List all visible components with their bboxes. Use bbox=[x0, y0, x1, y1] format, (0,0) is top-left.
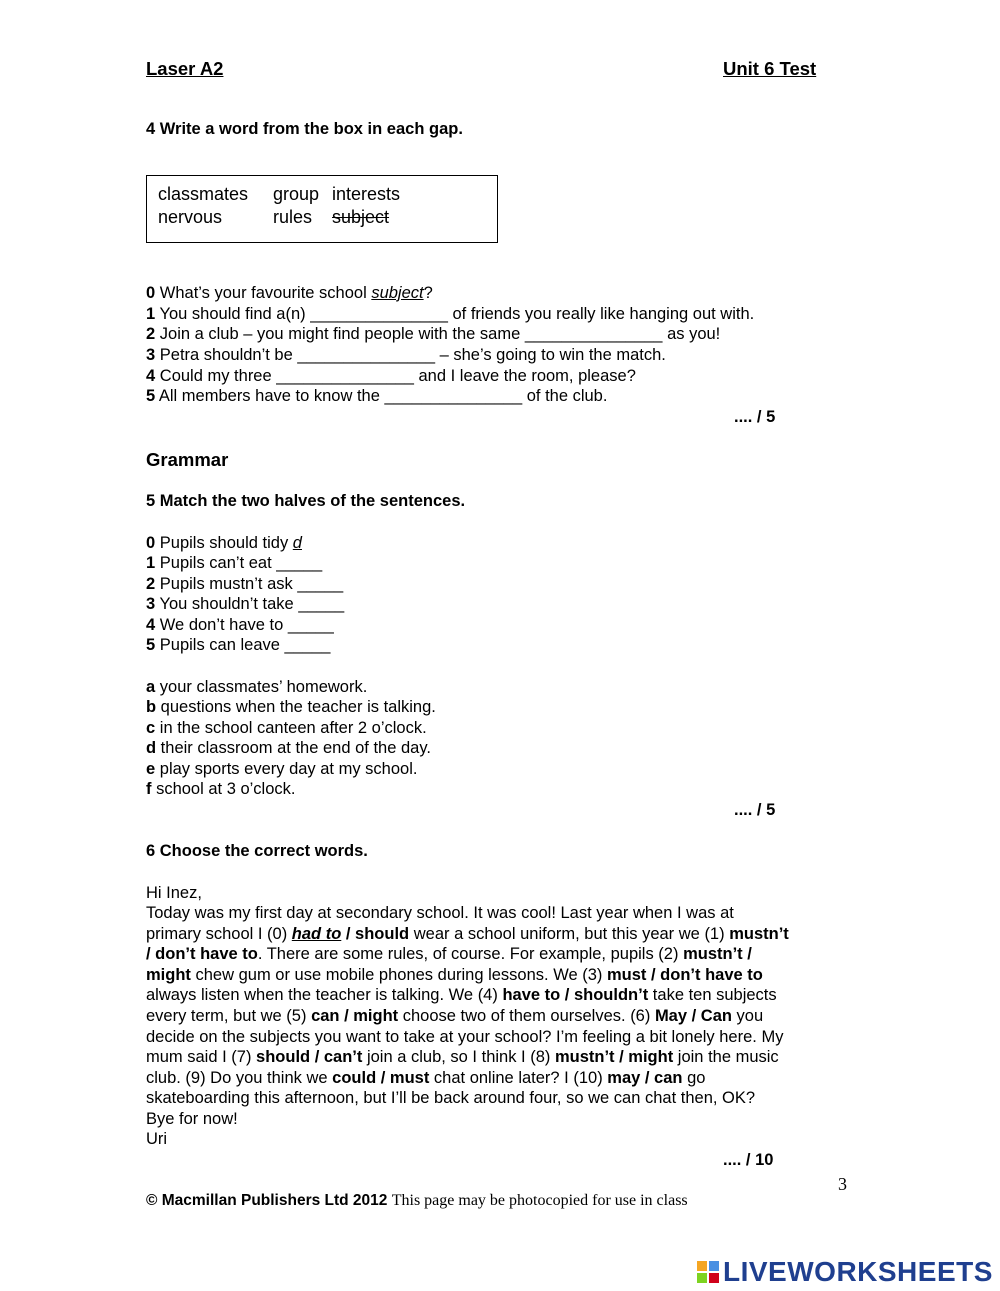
letter-signature: Uri bbox=[146, 1130, 168, 1148]
ending-letter: d bbox=[146, 739, 157, 757]
ex6-score: .... / 10 bbox=[723, 1151, 774, 1169]
ending-letter: b bbox=[146, 698, 157, 716]
letter-line-5 bbox=[146, 985, 777, 1005]
ex4-item-2 bbox=[146, 324, 720, 344]
stem-text: You shouldn’t take bbox=[159, 595, 299, 613]
ending-text: school at 3 o’clock. bbox=[151, 780, 296, 798]
gap-2[interactable]: _______________ bbox=[524, 325, 663, 343]
ex5-score: .... / 5 bbox=[734, 801, 776, 819]
ex6-instruction: 6 Choose the correct words. bbox=[146, 842, 368, 860]
choice-8[interactable]: mustn’t / might bbox=[554, 1048, 674, 1066]
letter-text: . There are some rules, of course. For example, pupils (2) bbox=[257, 945, 684, 963]
letter-text: you bbox=[731, 1007, 764, 1025]
letter-text: join the music bbox=[673, 1048, 779, 1066]
letter-line-3 bbox=[146, 944, 752, 964]
box-word-classmates: classmates bbox=[158, 184, 249, 204]
match-gap-3[interactable]: _____ bbox=[298, 595, 345, 613]
ex5-ending-c bbox=[146, 718, 427, 738]
item-number: 1 bbox=[146, 554, 156, 572]
ex4-item-1 bbox=[146, 304, 754, 324]
item-number: 1 bbox=[146, 305, 156, 323]
letter-line-11: Bye for now! bbox=[146, 1110, 238, 1128]
choice-1-option-b[interactable]: / don’t have to bbox=[146, 945, 258, 963]
stem-text: We don’t have to bbox=[159, 616, 288, 634]
letter-text: club. (9) Do you think we bbox=[146, 1069, 333, 1087]
item-number: 3 bbox=[146, 595, 156, 613]
choice-9[interactable]: could / must bbox=[332, 1069, 430, 1087]
choice-2-option-b[interactable]: might bbox=[146, 966, 191, 984]
word-box bbox=[146, 175, 498, 243]
photocopy-note: This page may be photocopied for use in class bbox=[391, 1192, 688, 1209]
letter-line-7: decide on the subjects you want to take at your school? I’m feeling a bit lonely here. My bbox=[146, 1028, 784, 1046]
ex4-item-4 bbox=[146, 366, 636, 386]
letter-line-10: skateboarding this afternoon, but I’ll be back around four, so we can chat then, OK? bbox=[146, 1089, 756, 1107]
box-word-interests: interests bbox=[332, 184, 401, 204]
choice-4[interactable]: have to / shouldn’t bbox=[502, 986, 649, 1004]
item-number: 5 bbox=[146, 387, 156, 405]
ex5-ending-b bbox=[146, 697, 436, 717]
box-word-nervous: nervous bbox=[158, 207, 223, 227]
stem-text: Pupils can’t eat bbox=[159, 554, 277, 572]
choice-7[interactable]: should / can’t bbox=[256, 1048, 363, 1066]
item-text: ? bbox=[423, 284, 433, 302]
ex4-item-0 bbox=[146, 283, 433, 303]
ending-text: their classroom at the end of the day. bbox=[156, 739, 431, 757]
ex4-score: .... / 5 bbox=[734, 408, 776, 426]
logo-text: LIVEWORKSHEETS bbox=[723, 1256, 993, 1287]
ex5-stem-5 bbox=[146, 635, 330, 655]
letter-line-4 bbox=[146, 965, 763, 985]
choice-10[interactable]: may / can bbox=[607, 1069, 683, 1087]
letter-text: mum said I (7) bbox=[146, 1048, 257, 1066]
match-gap-5[interactable]: _____ bbox=[284, 636, 331, 654]
letter-text: join a club, so I think I (8) bbox=[362, 1048, 555, 1066]
item-text: – she’s going to win the match. bbox=[435, 346, 666, 364]
choice-0-option[interactable]: / should bbox=[341, 925, 410, 943]
letter-text: wear a school uniform, but this year we (1) bbox=[409, 925, 730, 943]
letter-text: choose two of them ourselves. (6) bbox=[398, 1007, 655, 1025]
letter-line-1: Today was my first day at secondary school. It was cool! Last year when I was at bbox=[146, 904, 734, 922]
letter-line-6 bbox=[146, 1006, 763, 1026]
ending-text: play sports every day at my school. bbox=[155, 760, 418, 778]
item-text: and I leave the room, please? bbox=[413, 367, 636, 385]
ex5-ending-a bbox=[146, 677, 367, 697]
letter-text: go bbox=[682, 1069, 706, 1087]
stem-text: Pupils should tidy bbox=[159, 534, 293, 552]
ending-letter: c bbox=[146, 719, 156, 737]
ex5-stem-4 bbox=[146, 615, 334, 635]
ex5-stem-3 bbox=[146, 594, 344, 614]
letter-text: every term, but we (5) bbox=[146, 1007, 312, 1025]
ex4-item-5 bbox=[146, 386, 607, 406]
liveworksheets-logo[interactable] bbox=[697, 1256, 993, 1288]
gap-4[interactable]: _______________ bbox=[276, 367, 414, 385]
example-choice: had to bbox=[291, 925, 342, 943]
ex5-instruction: 5 Match the two halves of the sentences. bbox=[146, 492, 466, 510]
box-word-subject: subject bbox=[332, 207, 390, 227]
logo-blocks-icon bbox=[697, 1261, 719, 1283]
item-number: 4 bbox=[146, 616, 156, 634]
choice-6[interactable]: May / Can bbox=[654, 1007, 732, 1025]
letter-text: chew gum or use mobile phones during lessons. We (3) bbox=[190, 966, 607, 984]
ending-letter: f bbox=[146, 780, 152, 798]
item-number: 0 bbox=[146, 284, 156, 302]
choice-1-option-a[interactable]: mustn’t bbox=[729, 925, 789, 943]
choice-3[interactable]: must / don’t have to bbox=[607, 966, 763, 984]
ending-text: questions when the teacher is talking. bbox=[156, 698, 436, 716]
item-text: All members have to know the bbox=[158, 387, 385, 405]
header-right: Unit 6 Test bbox=[723, 58, 817, 79]
letter-text: take ten subjects bbox=[648, 986, 777, 1004]
ex4-instruction: 4 Write a word from the box in each gap. bbox=[146, 120, 463, 138]
gap-1[interactable]: _______________ bbox=[310, 305, 448, 323]
item-number: 3 bbox=[146, 346, 156, 364]
letter-line-8 bbox=[146, 1047, 779, 1067]
gap-3[interactable]: _______________ bbox=[297, 346, 436, 364]
ex4-item-3 bbox=[146, 345, 666, 365]
example-answer: d bbox=[292, 534, 302, 552]
match-gap-1[interactable]: _____ bbox=[276, 554, 323, 572]
item-number: 5 bbox=[146, 636, 156, 654]
ending-text: your classmates’ homework. bbox=[155, 678, 368, 696]
gap-5[interactable]: _______________ bbox=[384, 387, 523, 405]
item-number: 2 bbox=[146, 575, 156, 593]
letter-line-9 bbox=[146, 1068, 705, 1088]
ending-letter: e bbox=[146, 760, 156, 778]
ex5-stem-0 bbox=[146, 533, 302, 553]
stem-text: Pupils can leave bbox=[159, 636, 285, 654]
grammar-title: Grammar bbox=[146, 449, 229, 470]
item-number: 2 bbox=[146, 325, 156, 343]
item-number: 0 bbox=[146, 534, 156, 552]
item-text: Petra shouldn’t be bbox=[159, 346, 298, 364]
stem-text: Pupils mustn’t ask bbox=[159, 575, 298, 593]
page-number: 3 bbox=[838, 1174, 847, 1194]
letter-text: always listen when the teacher is talking. We (4) bbox=[146, 986, 503, 1004]
box-word-group: group bbox=[273, 184, 320, 204]
ex5-stem-1 bbox=[146, 553, 322, 573]
item-text: as you! bbox=[662, 325, 721, 343]
letter-line-2 bbox=[146, 924, 789, 944]
item-text: You should find a(n) bbox=[159, 305, 311, 323]
item-text: of the club. bbox=[522, 387, 608, 405]
ex5-ending-e bbox=[146, 759, 417, 779]
item-text: of friends you really like hanging out with. bbox=[447, 305, 755, 323]
choice-2-option-a[interactable]: mustn’t / bbox=[683, 945, 752, 963]
ex5-stem-2 bbox=[146, 574, 343, 594]
letter-text: primary school I (0) bbox=[146, 925, 292, 943]
ex5-ending-d bbox=[146, 738, 431, 758]
footer bbox=[146, 1192, 688, 1210]
item-text: Could my three bbox=[159, 367, 277, 385]
example-answer: subject bbox=[371, 284, 424, 302]
match-gap-2[interactable]: _____ bbox=[297, 575, 344, 593]
ending-letter: a bbox=[146, 678, 156, 696]
ending-text: in the school canteen after 2 o’clock. bbox=[155, 719, 427, 737]
box-word-rules: rules bbox=[273, 207, 313, 227]
copyright-text: © Macmillan Publishers Ltd 2012 bbox=[146, 1192, 388, 1209]
item-number: 4 bbox=[146, 367, 156, 385]
letter-text: chat online later? I (10) bbox=[429, 1069, 608, 1087]
header-left: Laser A2 bbox=[146, 58, 224, 79]
match-gap-4[interactable]: _____ bbox=[287, 616, 334, 634]
choice-5[interactable]: can / might bbox=[311, 1007, 399, 1025]
letter-greeting: Hi Inez, bbox=[146, 884, 202, 902]
ex5-ending-f bbox=[146, 779, 296, 799]
item-text: Join a club – you might find people with the same bbox=[159, 325, 525, 343]
item-text: What’s your favourite school bbox=[159, 284, 372, 302]
